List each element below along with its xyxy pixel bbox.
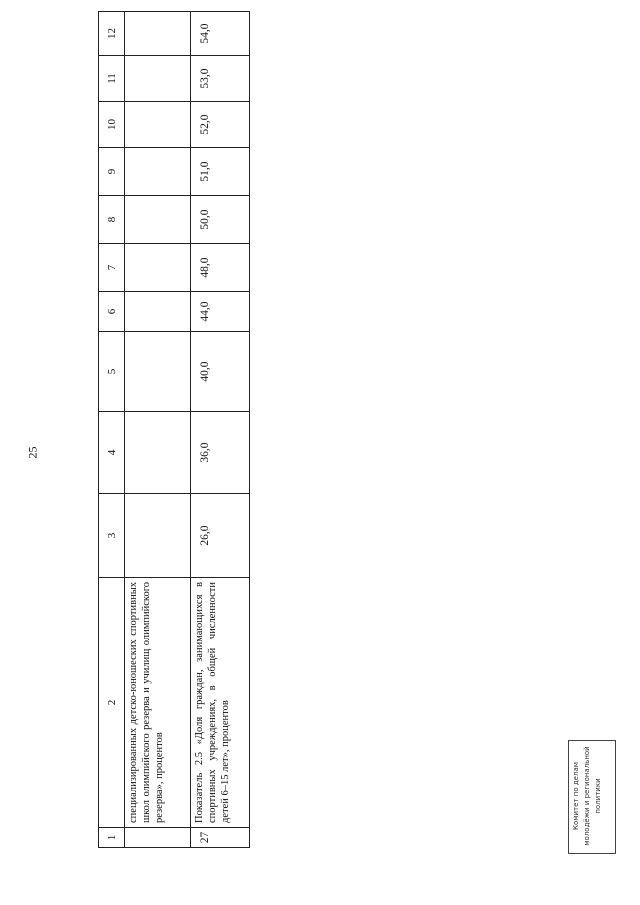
table-row — [125, 12, 191, 848]
indicators-table — [98, 11, 250, 848]
column-header: 9 — [99, 148, 125, 196]
value-cell — [125, 12, 191, 56]
value-cell: 40,0 — [191, 332, 250, 412]
indicator-name: Показатель 2.5 «Доля граждан, занимающихся в спортивных учреждениях, в общей численности детей 6–15 лет», процентов — [191, 578, 250, 828]
stamp-text — [568, 741, 614, 851]
value-cell — [125, 412, 191, 494]
value-cell — [125, 494, 191, 578]
value-cell: 51,0 — [191, 148, 250, 196]
indicator-name: специализированных детско-юношеских спортивных школ олимпийского резерва и училищ олимпийского резерва», процентов — [125, 578, 191, 828]
row-number: 27 — [191, 828, 250, 848]
column-header: 5 — [99, 332, 125, 412]
stamp-line: молодёжи и региональной — [583, 746, 591, 846]
value-cell: 54,0 — [191, 12, 250, 56]
page-number: 25 — [25, 446, 40, 459]
registration-stamp — [568, 740, 616, 854]
value-cell: 26,0 — [191, 494, 250, 578]
column-header: 12 — [99, 12, 125, 56]
table-header-row — [99, 12, 125, 848]
value-cell: 52,0 — [191, 102, 250, 148]
value-cell — [125, 56, 191, 102]
value-cell: 50,0 — [191, 196, 250, 244]
value-cell: 36,0 — [191, 412, 250, 494]
value-cell — [125, 102, 191, 148]
stamp-line: политики — [594, 778, 602, 814]
row-number — [125, 828, 191, 848]
column-header: 11 — [99, 56, 125, 102]
value-cell — [125, 196, 191, 244]
column-header: 6 — [99, 292, 125, 332]
value-cell — [125, 244, 191, 292]
value-cell: 53,0 — [191, 56, 250, 102]
table-row — [191, 12, 250, 848]
value-cell: 44,0 — [191, 292, 250, 332]
value-cell — [125, 148, 191, 196]
value-cell — [125, 332, 191, 412]
column-header: 2 — [99, 578, 125, 828]
column-header: 3 — [99, 494, 125, 578]
value-cell — [125, 292, 191, 332]
column-header: 7 — [99, 244, 125, 292]
stamp-line: Комитет по делам — [572, 761, 580, 831]
column-header: 8 — [99, 196, 125, 244]
value-cell: 48,0 — [191, 244, 250, 292]
column-header: 4 — [99, 412, 125, 494]
column-header: 1 — [99, 828, 125, 848]
column-header: 10 — [99, 102, 125, 148]
rotated-table-container — [98, 23, 232, 848]
